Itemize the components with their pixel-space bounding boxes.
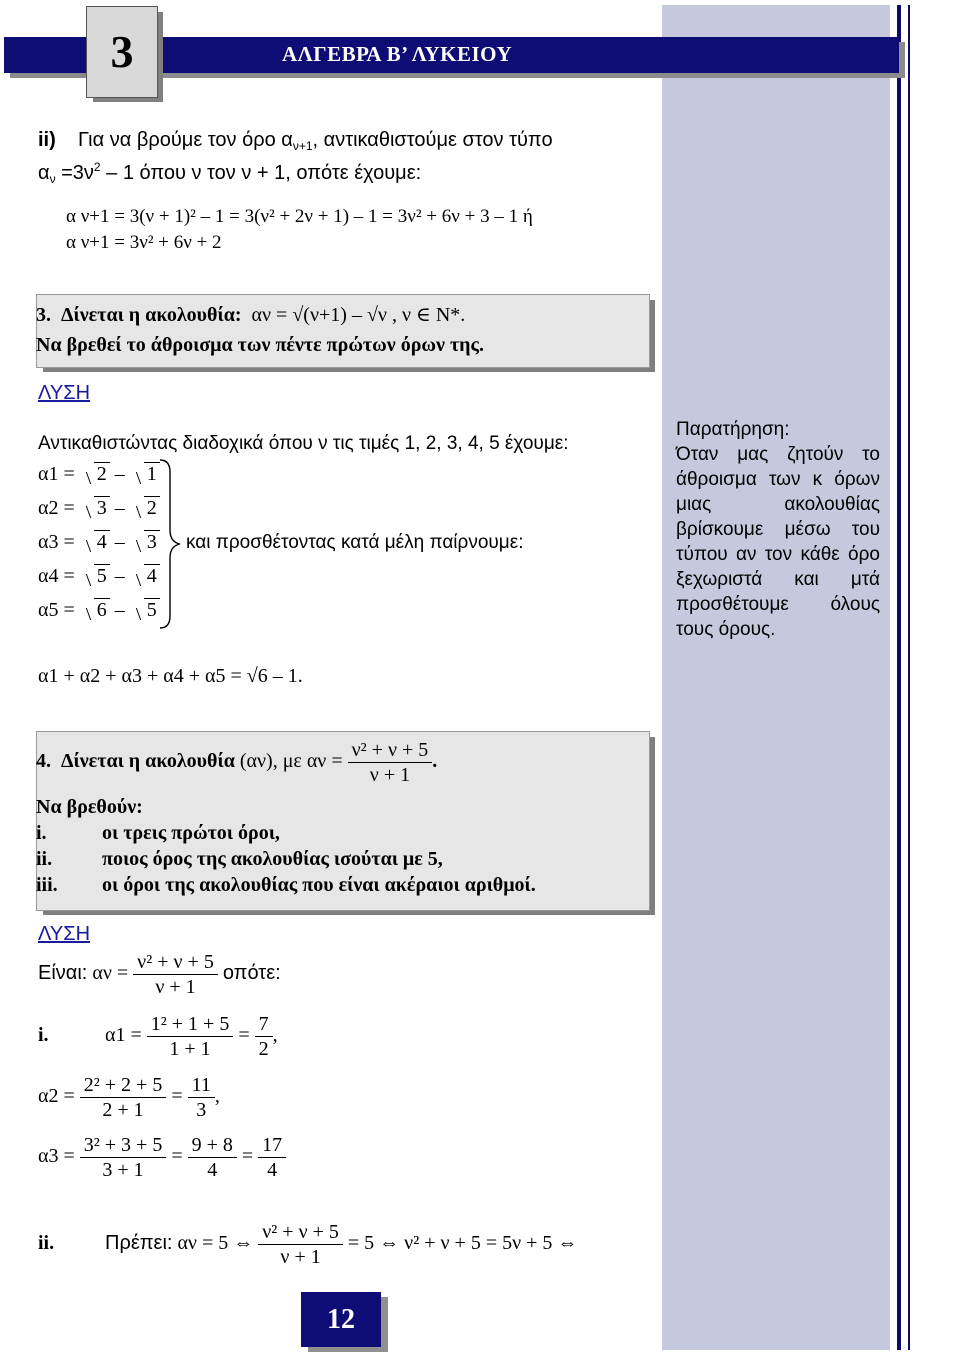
row-a4: α4 = 5 – 4 — [38, 564, 178, 598]
right-brace — [158, 458, 188, 630]
solution4-heading: ΛΥΣΗ — [38, 923, 91, 945]
solution4-ii: ii. Πρέπει: αν = 5 ⇔ $\frac{\text{ν² + ν + 5}}{\nu + 1}$ = 5 ⇔ ν² + ν + 5 = 5ν + 5 ⇔ — [38, 1221, 578, 1268]
solution4-a1: i. α1 = $\frac{\text{1² + 1 + 5}}{1 + 1}$ = $\frac{7}{2}$ , — [38, 1013, 278, 1060]
solution4-a2: α2 = $\frac{\text{2² + 2 + 5}}{2 + 1}$ = $\frac{11}{3}$ , — [38, 1074, 220, 1121]
part-ii-eq1: α ν+1 = 3(ν + 1)² – 1 = 3(ν² + 2ν + 1) – 1 = 3ν² + 6ν + 3 – 1 ή — [66, 206, 533, 227]
row-a3: α3 = 4 – 3 — [38, 530, 178, 564]
solution3-sum: α1 + α2 + α3 + α4 + α5 = √6 – 1. — [38, 665, 303, 687]
note-title: Παρατήρηση: — [676, 419, 790, 440]
chapter-number: 3 — [86, 6, 158, 98]
row-a5: α5 = 6 – 5 — [38, 598, 178, 632]
row-a1: α1 = 2 – 1 — [38, 462, 178, 496]
part-ii-line1: ii) Για να βρούμε τον όρο $\alpha_{\nu+1}$, αντικαθιστούμε στον τύπο — [38, 129, 553, 153]
problem4-line1: 4. Δίνεται η ακολουθία (αν), με αν = $\frac{\text{ν² + ν + 5}}{\nu + 1}$ . — [36, 739, 438, 786]
sidebar-panel — [662, 5, 890, 1350]
solution4-a3: α3 = $\frac{\text{3² + 3 + 5}}{3 + 1}$ = $\frac{9 + 8}{4}$ = $\frac{17}{4}$ — [38, 1133, 286, 1182]
page-number: 12 — [301, 1292, 381, 1347]
note — [676, 417, 880, 642]
row-a2: α2 = 3 – 2 — [38, 496, 178, 530]
note-body: Όταν μας ζητούν το άθροισμα των κ όρων μιας ακολουθίας βρίσκουμε μέσω του τύπου αν τον κάθε όρο ξεχωριστά και μτά προσθέτουμε όλους τους όρους. — [676, 444, 880, 640]
problem4-ask: Να βρεθούν: — [36, 796, 143, 818]
problem4-fraction: $\frac{\text{ν² + ν + 5}}{\nu + 1}$ — [348, 738, 433, 787]
solution4-general: Είναι: αν = $\frac{\text{ν² + ν + 5}}{\nu + 1}$ οπότε: — [38, 951, 281, 998]
part-ii-eq2: α ν+1 = 3ν² + 6ν + 2 — [66, 232, 222, 253]
problem4-item-iii: iii. οι όροι της ακολουθίας που είναι ακέραιοι αριθμοί. — [36, 874, 536, 896]
part-ii-line2: $\alpha_\nu =3\nu^2 - 1$ όπου ν τον ν + 1, οπότε έχουμε: — [38, 160, 422, 186]
problem4-item-ii: ii. ποιος όρος της ακολουθίας ισούται με 5, — [36, 848, 443, 870]
solution3-add-text: και προσθέτοντας κατά μέλη παίρνουμε: — [186, 532, 524, 553]
solution3-rows — [38, 462, 178, 632]
margin-rule-thin — [908, 5, 910, 1350]
solution3-intro: Αντικαθιστώντας διαδοχικά όπου ν τις τιμές 1, 2, 3, 4, 5 έχουμε: — [38, 433, 569, 454]
problem3-line1: 3. Δίνεται η ακολουθία: αν = √(ν+1) – √ν , ν ∈ N*. — [36, 304, 466, 326]
problem3-ask: Να βρεθεί το άθροισμα των πέντε πρώτων όρων της. — [36, 334, 484, 356]
problem4-item-i: i. οι τρεις πρώτοι όροι, — [36, 822, 280, 844]
margin-rule — [897, 5, 901, 1350]
part-ii-label: ii) — [38, 129, 56, 151]
problem3-formula: αν = √(ν+1) – √ν , ν ∈ N*. — [251, 304, 466, 326]
solution3-heading: ΛΥΣΗ — [38, 382, 91, 404]
header-title: ΑΛΓΕΒΡΑ Β’ ΛΥΚΕΙΟΥ — [282, 42, 513, 66]
